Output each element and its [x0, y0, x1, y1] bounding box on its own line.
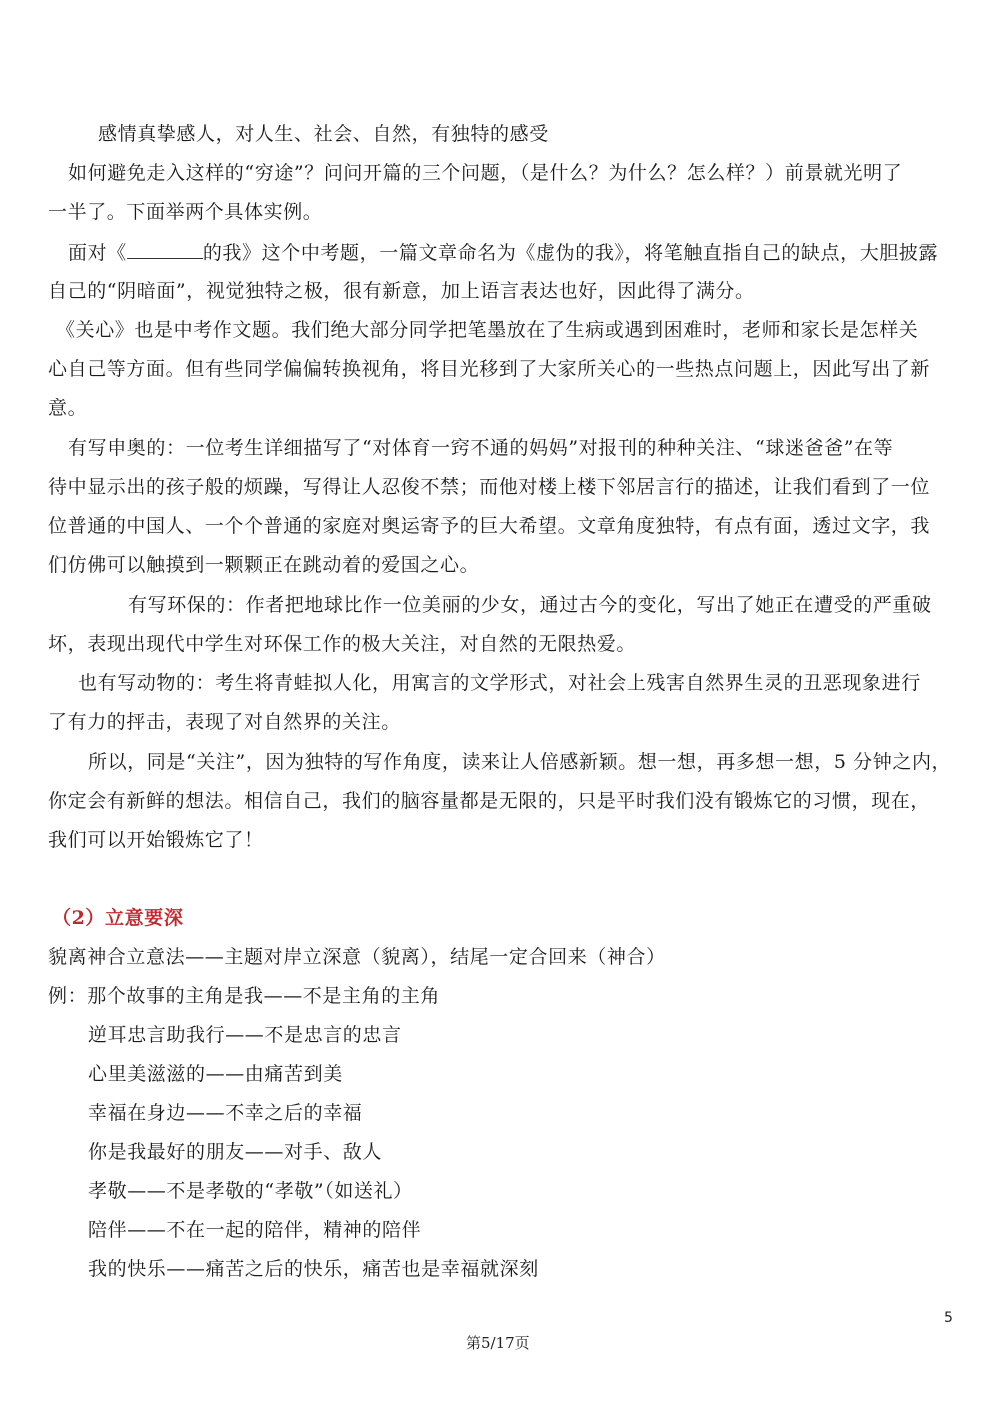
method-description: 貌离神合立意法——主题对岸立深意（貌离），结尾一定合回来（神合）	[48, 946, 666, 968]
example-item: 孝敬——不是孝敬的“孝敬”（如送礼）	[88, 1180, 413, 1202]
paragraph-animals-line2: 了有力的抨击，表现了对自然界的关注。	[48, 711, 401, 733]
paragraph-example1-line1	[68, 240, 938, 265]
paragraph-feeling: 感情真挚感人，对人生、社会、自然，有独特的感受	[98, 123, 549, 145]
paragraph-summary-line3: 我们可以开始锻炼它了！	[48, 829, 264, 851]
example-item: 心里美滋滋的——由痛苦到美	[88, 1063, 343, 1085]
paragraph-olympics-line2: 待中显示出的孩子般的烦躁，写得让人忍俊不禁；而他对楼上楼下邻居言行的描述，让我们看到了一位	[48, 476, 931, 498]
example-item: 我的快乐——痛苦之后的快乐，痛苦也是幸福就深刻	[88, 1258, 539, 1280]
example-item: 幸福在身边——不幸之后的幸福	[88, 1102, 363, 1124]
example1-prefix: 面对《	[68, 242, 127, 264]
paragraph-example1-line2: 自己的“阴暗面”，视觉独特之极，很有新意，加上语言表达也好，因此得了满分。	[48, 280, 755, 302]
fill-in-blank	[127, 240, 203, 259]
paragraph-care-line1: 《关心》也是中考作文题。我们绝大部分同学把笔墨放在了生病或遇到困难时，老师和家长是怎样关	[56, 319, 919, 341]
example-item: 逆耳忠言助我行——不是忠言的忠言	[88, 1024, 402, 1046]
paragraph-olympics-line3: 位普通的中国人、一个个普通的家庭对奥运寄予的巨大希望。文章角度独特，有点有面，透过文字，我	[48, 515, 931, 537]
paragraph-summary-line2: 你定会有新鲜的想法。相信自己，我们的脑容量都是无限的，只是平时我们没有锻炼它的习惯，现在，	[48, 790, 931, 812]
paragraph-avoid-line1: 如何避免走入这样的“穷途”？问问开篇的三个问题，（是什么？为什么？怎么样？）前景就光明了	[68, 162, 903, 184]
example1-suffix: 的我》这个中考题，一篇文章命名为《虚伪的我》，将笔触直指自己的缺点，大胆披露	[202, 242, 939, 264]
example-item: 你是我最好的朋友——对手、敌人	[88, 1141, 383, 1163]
paragraph-olympics-line1: 有写申奥的：一位考生详细描写了“对体育一窍不通的妈妈”对报刊的种种关注、“球迷爸爸”在等	[68, 437, 894, 459]
page-indicator: 第5/17页	[466, 1334, 530, 1352]
paragraph-summary-line1: 所以，同是“关注”，因为独特的写作角度，读来让人倍感新颖。想一想，再多想一想，5 分钟之内，	[88, 751, 952, 773]
example-intro: 例：那个故事的主角是我——不是主角的主角	[48, 985, 441, 1007]
paragraph-olympics-line4: 们仿佛可以触摸到一颗颗正在跳动着的爱国之心。	[48, 554, 480, 576]
paragraph-care-line2: 心自己等方面。但有些同学偏偏转换视角，将目光移到了大家所关心的一些热点问题上，因此写出了新	[48, 358, 931, 380]
paragraph-environment-line2: 坏，表现出现代中学生对环保工作的极大关注，对自然的无限热爱。	[48, 633, 637, 655]
page-number: 5	[944, 1310, 953, 1326]
paragraph-avoid-line2: 一半了。下面举两个具体实例。	[48, 201, 323, 223]
section-heading: （2）立意要深	[52, 907, 184, 929]
paragraph-care-line3: 意。	[48, 397, 88, 419]
paragraph-animals-line1: 也有写动物的：考生将青蛙拟人化，用寓言的文学形式，对社会上残害自然界生灵的丑恶现象进行	[78, 672, 921, 694]
paragraph-environment-line1: 有写环保的：作者把地球比作一位美丽的少女，通过古今的变化，写出了她正在遭受的严重破	[128, 594, 932, 616]
example-item: 陪伴——不在一起的陪伴，精神的陪伴	[88, 1219, 422, 1241]
